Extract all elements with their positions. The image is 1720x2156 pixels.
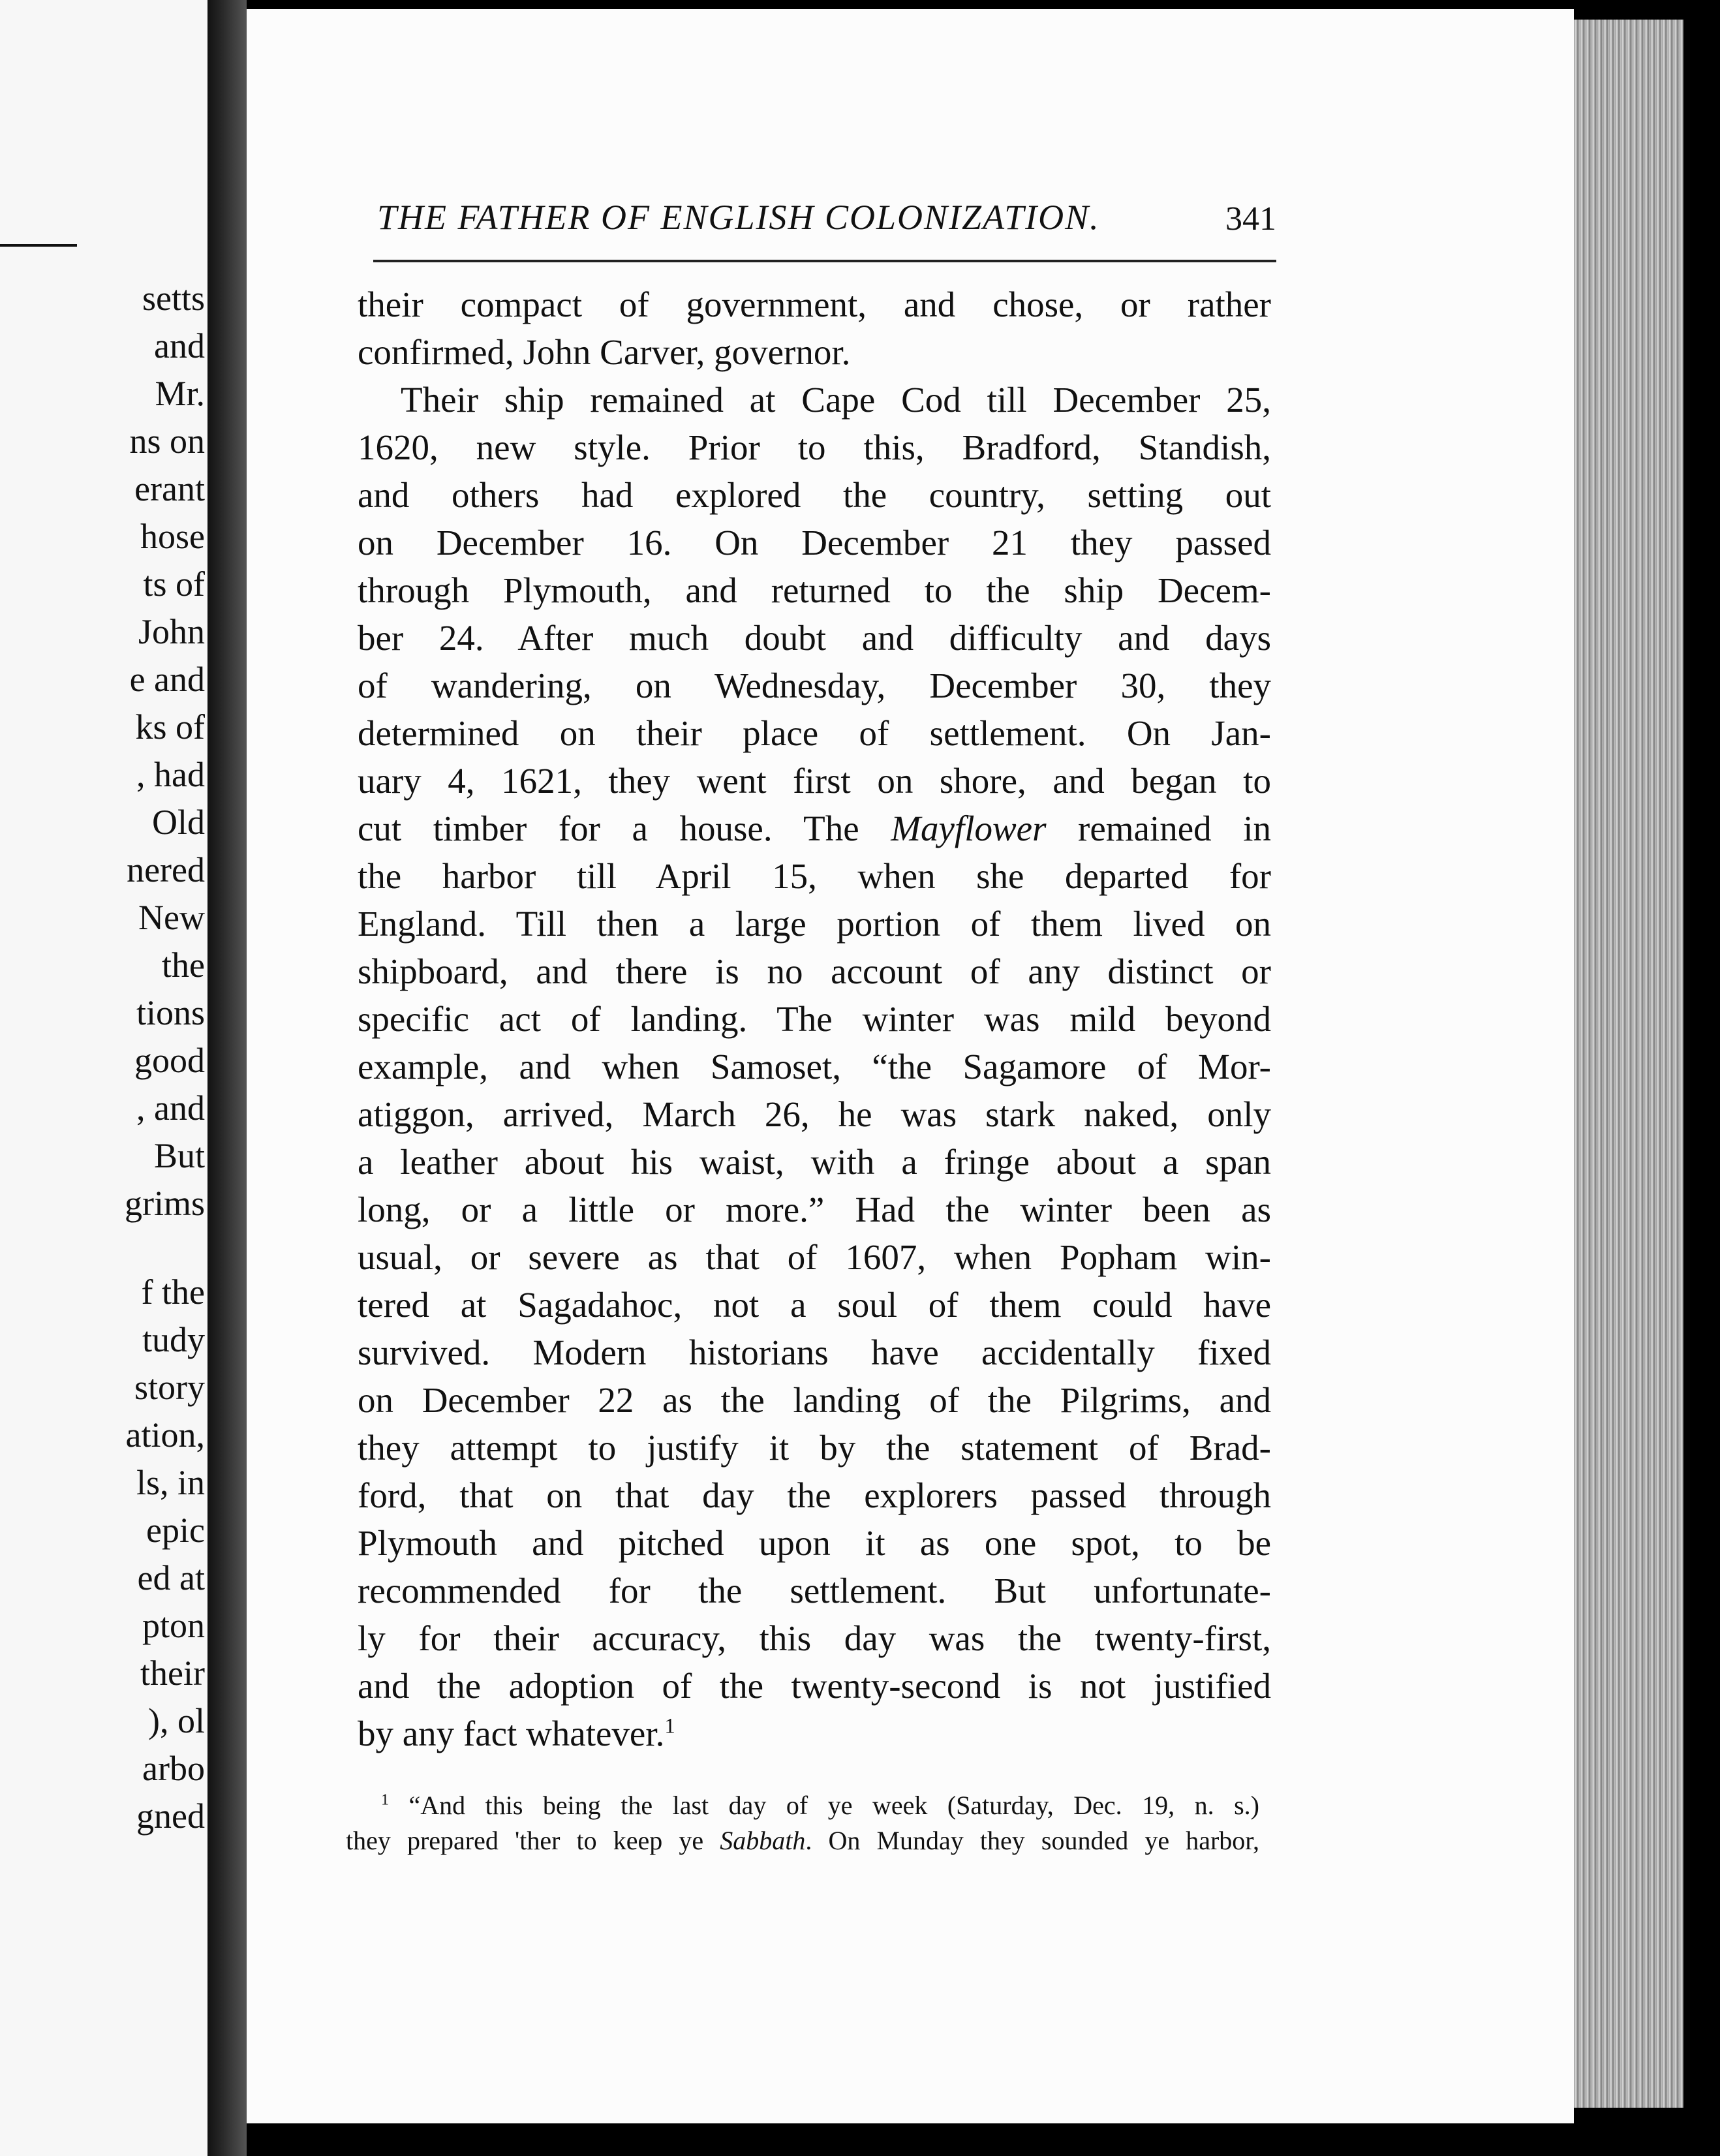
left-page-fragment: , had xyxy=(136,755,205,794)
text-line: recommended for the settlement. But unfortunate- xyxy=(358,1571,1271,1610)
left-page-fragment: and xyxy=(154,326,205,365)
left-page-fragment: gned xyxy=(136,1796,205,1836)
left-page-fragment: ls, in xyxy=(136,1463,205,1502)
text-segment: . On Munday they sounded ye harbor, xyxy=(805,1826,1259,1855)
left-page-fragment: good xyxy=(134,1041,205,1080)
text-line: on December 16. On December 21 they passed xyxy=(358,523,1271,562)
text-line: ber 24. After much doubt and difficulty and days xyxy=(358,618,1271,658)
left-page-fragment: nered xyxy=(127,850,205,889)
left-page-fragment: e and xyxy=(129,660,205,699)
left-page-fragment: tions xyxy=(136,993,205,1032)
text-line: and the adoption of the twenty-second is not justified xyxy=(358,1666,1271,1706)
text-line: their compact of government, and chose, or rather xyxy=(358,285,1271,324)
page-edges xyxy=(1574,20,1683,2108)
text-line: confirmed, John Carver, governor. xyxy=(358,332,851,372)
text-line xyxy=(358,1710,1271,1757)
text-segment: cut timber for a house. The xyxy=(358,808,891,848)
text-line: usual, or severe as that of 1607, when Popham win- xyxy=(358,1237,1271,1277)
text-line: on December 22 as the landing of the Pilgrims, and xyxy=(358,1380,1271,1420)
left-page-fragment: epic xyxy=(146,1511,205,1550)
body-text xyxy=(358,281,1271,1757)
left-page-fragment: their xyxy=(140,1654,205,1693)
left-facing-page xyxy=(0,0,207,2156)
header-rule xyxy=(373,260,1276,262)
book-gutter xyxy=(207,0,247,2156)
left-page-fragment: John xyxy=(138,612,205,651)
text-line: 1620, new style. Prior to this, Bradford, Standish, xyxy=(358,427,1271,467)
left-page-fragment: f the xyxy=(141,1272,205,1312)
left-page-fragment: grims xyxy=(124,1184,205,1223)
sabbath-italic: Sabbath xyxy=(720,1826,806,1855)
left-page-fragment: hose xyxy=(140,517,205,556)
left-page-fragment: ts of xyxy=(143,564,205,604)
text-line: ford, that on that day the explorers passed through xyxy=(358,1475,1271,1515)
left-page-fragment: ns on xyxy=(129,422,205,461)
left-page-fragment: story xyxy=(134,1368,205,1407)
left-page-fragment: But xyxy=(153,1136,205,1175)
left-page-fragment: pton xyxy=(142,1606,205,1645)
page-number: 341 xyxy=(1225,200,1276,238)
left-page-fragment: ), ol xyxy=(148,1701,205,1740)
left-page-fragment: ks of xyxy=(135,707,205,747)
left-page-fragment: New xyxy=(138,898,205,937)
text-line: a leather about his waist, with a fringe about a span xyxy=(358,1142,1271,1182)
text-segment: they prepared 'ther to keep ye xyxy=(346,1826,720,1855)
text-segment: remained in xyxy=(1046,808,1271,848)
text-line: and others had explored the country, setting out xyxy=(358,475,1271,515)
text-line: tered at Sagadahoc, not a soul of them could have xyxy=(358,1285,1271,1325)
text-line: of wandering, on Wednesday, December 30, they xyxy=(358,666,1271,705)
left-page-fragment: setts xyxy=(142,279,205,318)
text-line: example, and when Samoset, “the Sagamore of Mor- xyxy=(358,1047,1271,1086)
footnote-line xyxy=(346,1823,1259,1858)
left-page-fragment: arbo xyxy=(142,1749,205,1788)
left-page-fragment: Mr. xyxy=(155,374,205,413)
text-segment: by any fact whatever. xyxy=(358,1714,665,1753)
left-page-fragment: the xyxy=(162,946,205,985)
text-line: they attempt to justify it by the statement of Brad- xyxy=(358,1428,1271,1468)
text-line: long, or a little or more.” Had the winter been as xyxy=(358,1190,1271,1229)
text-line: Their ship remained at Cape Cod till December 25, xyxy=(401,380,1271,420)
footnote-marker: 1 xyxy=(381,1791,389,1809)
left-page-rule xyxy=(0,244,77,247)
footnote-line xyxy=(346,1788,1259,1823)
text-line: specific act of landing. The winter was mild beyond xyxy=(358,999,1271,1039)
footnote xyxy=(346,1788,1259,1858)
text-line: uary 4, 1621, they went first on shore, and began to xyxy=(358,761,1271,801)
left-page-fragment: ed at xyxy=(137,1558,205,1597)
ship-name-italic: Mayflower xyxy=(891,808,1047,848)
text-line: Plymouth and pitched upon it as one spot, to be xyxy=(358,1523,1271,1563)
left-page-fragment: erant xyxy=(134,469,205,508)
left-page-fragment: , and xyxy=(136,1088,205,1128)
footnote-reference: 1 xyxy=(664,1714,675,1738)
text-line: shipboard, and there is no account of any distinct or xyxy=(358,951,1271,991)
text-segment: “And this being the last day of ye week (Saturday, Dec. 19, n. s.) xyxy=(408,1791,1259,1820)
page-header xyxy=(377,197,1276,269)
left-page-fragment: ation, xyxy=(125,1415,205,1455)
text-line: the harbor till April 15, when she departed for xyxy=(358,856,1271,896)
text-line: England. Till then a large portion of them lived on xyxy=(358,904,1271,944)
text-line: survived. Modern historians have accidentally fixed xyxy=(358,1332,1271,1372)
text-line xyxy=(358,805,1271,852)
text-line: determined on their place of settlement. On Jan- xyxy=(358,713,1271,753)
text-line: atiggon, arrived, March 26, he was stark naked, only xyxy=(358,1094,1271,1134)
running-head: THE FATHER OF ENGLISH COLONIZATION. xyxy=(377,198,1100,237)
left-page-fragment: tudy xyxy=(142,1320,205,1359)
left-page-fragment: Old xyxy=(152,803,205,842)
text-line: ly for their accuracy, this day was the twenty-first, xyxy=(358,1618,1271,1658)
text-line: through Plymouth, and returned to the ship Decem- xyxy=(358,570,1271,610)
